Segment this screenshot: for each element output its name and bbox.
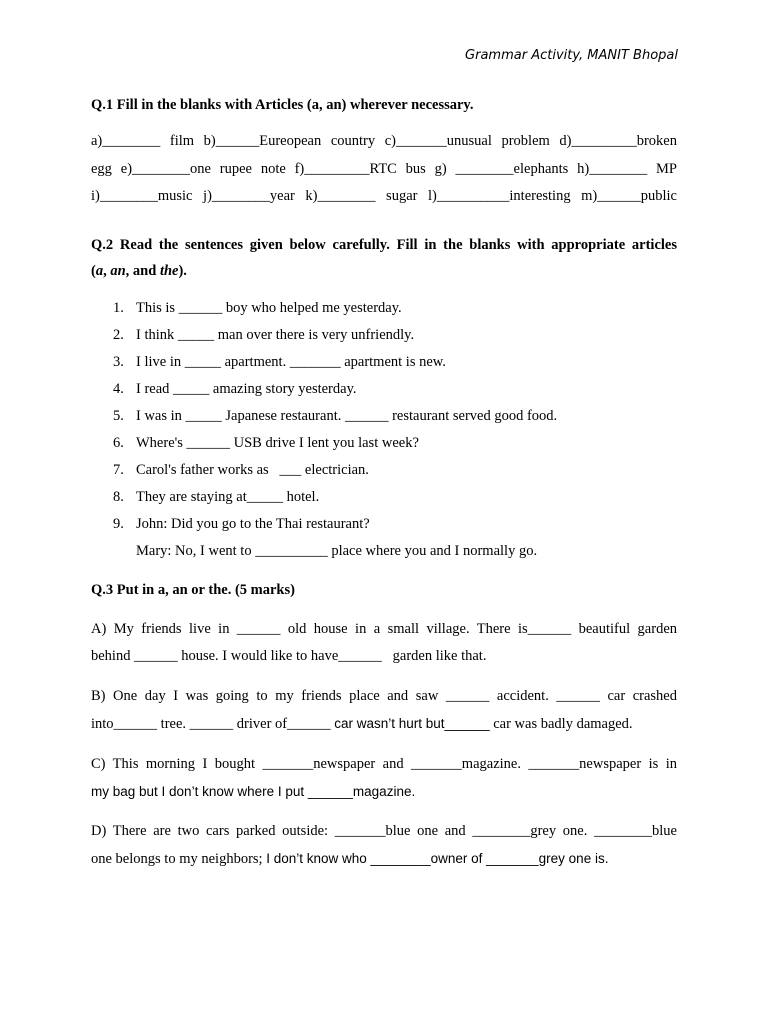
list-item xyxy=(91,376,677,403)
q3-b-line-1: B) One day I was going to my friends place and saw ______ accident. ______ car crashed xyxy=(91,687,677,704)
item-text: I think _____ man over there is very unfriendly. xyxy=(136,326,415,343)
list-item xyxy=(91,430,677,457)
item-number: 3. xyxy=(113,353,124,370)
item-number: 8. xyxy=(113,488,124,505)
q2-title-line-2 xyxy=(91,263,187,279)
item-number: 9. xyxy=(113,515,124,532)
item-text: I live in _____ apartment. _______ apartment is new. xyxy=(136,353,446,370)
item-number: 5. xyxy=(113,407,124,424)
q2-title-an: an xyxy=(110,262,126,279)
q3-title: Q.3 Put in a, an or the. (5 marks) xyxy=(91,581,295,598)
item-text: Carol's father works as ___ electrician. xyxy=(136,461,369,478)
q3-d-line-1: D) There are two cars parked outside: _______blue one and ________grey one. ________blue xyxy=(91,822,677,839)
q2-title-line-1: Q.2 Read the sentences given below carefully. Fill in the blanks with appropriate articles xyxy=(91,236,677,253)
q2-title-open: ( xyxy=(91,262,96,279)
q1-line-1: a)________ film b)______Eureopean country c)_______unusual problem d)_________broken xyxy=(91,133,677,149)
q3-d-line-2 xyxy=(91,845,677,873)
item-text: I read _____ amazing story yesterday. xyxy=(136,380,357,397)
q3-c-line-2: my bag but I don’t know where I put ______magazine. xyxy=(91,783,416,799)
list-item xyxy=(91,403,677,430)
q3-paragraph-b xyxy=(91,683,677,738)
item-number: 2. xyxy=(113,326,124,343)
q3-paragraph-c xyxy=(91,751,677,805)
q3-paragraph-a xyxy=(91,616,677,670)
q1-line-2: egg e)________one rupee note f)_________RTC bus g) ________elephants h)________ MP xyxy=(91,160,677,177)
item-text: John: Did you go to the Thai restaurant? xyxy=(136,515,370,532)
q2-title xyxy=(91,232,677,284)
q3-a-line-1: A) My friends live in ______ old house in a small village. There is______ beautiful garden xyxy=(91,620,677,637)
list-item xyxy=(91,322,677,349)
item-text: They are staying at_____ hotel. xyxy=(136,488,320,505)
q3-paragraph-d xyxy=(91,818,677,873)
q3-b-line-2a: into______ tree. ______ driver of______ xyxy=(91,715,335,732)
q3-a-line-2: behind ______ house. I would like to have______ garden like that. xyxy=(91,647,487,664)
list-item xyxy=(91,511,677,538)
item-text: Where's ______ USB drive I lent you last week? xyxy=(136,434,419,451)
q3-d-line-2b: I don’t know who ________owner of _______grey one is. xyxy=(266,850,609,866)
item-text: I was in _____ Japanese restaurant. ______ restaurant served good food. xyxy=(136,407,558,424)
worksheet-content xyxy=(91,92,677,873)
q2-title-a: a xyxy=(95,262,104,279)
q1-title: Q.1 Fill in the blanks with Articles (a, an) wherever necessary. xyxy=(91,97,474,113)
q2-title-the: the xyxy=(159,262,179,279)
q3-c-line-1: C) This morning I bought _______newspaper and _______magazine. _______newspaper is in xyxy=(91,755,677,772)
item-number: 1. xyxy=(113,299,124,316)
q2-sentence-list xyxy=(91,295,677,538)
list-item xyxy=(91,457,677,484)
q1-exercise xyxy=(91,128,677,211)
q3-b-line-2c: car was badly damaged. xyxy=(489,715,633,732)
item-number: 7. xyxy=(113,461,124,478)
list-item xyxy=(91,349,677,376)
q3-d-line-2a: one belongs to my neighbors; xyxy=(91,850,267,867)
item-text: This is ______ boy who helped me yesterday. xyxy=(136,299,402,316)
list-item xyxy=(91,484,677,511)
q2-item-9-continuation: Mary: No, I went to __________ place where you and I normally go. xyxy=(136,542,538,559)
q2-title-sep2: , and xyxy=(125,262,160,279)
list-item xyxy=(91,295,677,322)
q3-b-line-2 xyxy=(91,710,677,738)
item-number: 4. xyxy=(113,380,124,397)
item-number: 6. xyxy=(113,434,124,451)
q2-title-close: ). xyxy=(178,262,187,279)
q1-line-3: i)________music j)________year k)________ sugar l)__________interesting m)______public xyxy=(91,188,677,204)
q2-title-sep1: , xyxy=(103,262,111,279)
q3-b-line-2b: car wasn’t hurt but______ xyxy=(334,715,490,731)
page-header: Grammar Activity, MANIT Bhopal xyxy=(465,48,678,63)
